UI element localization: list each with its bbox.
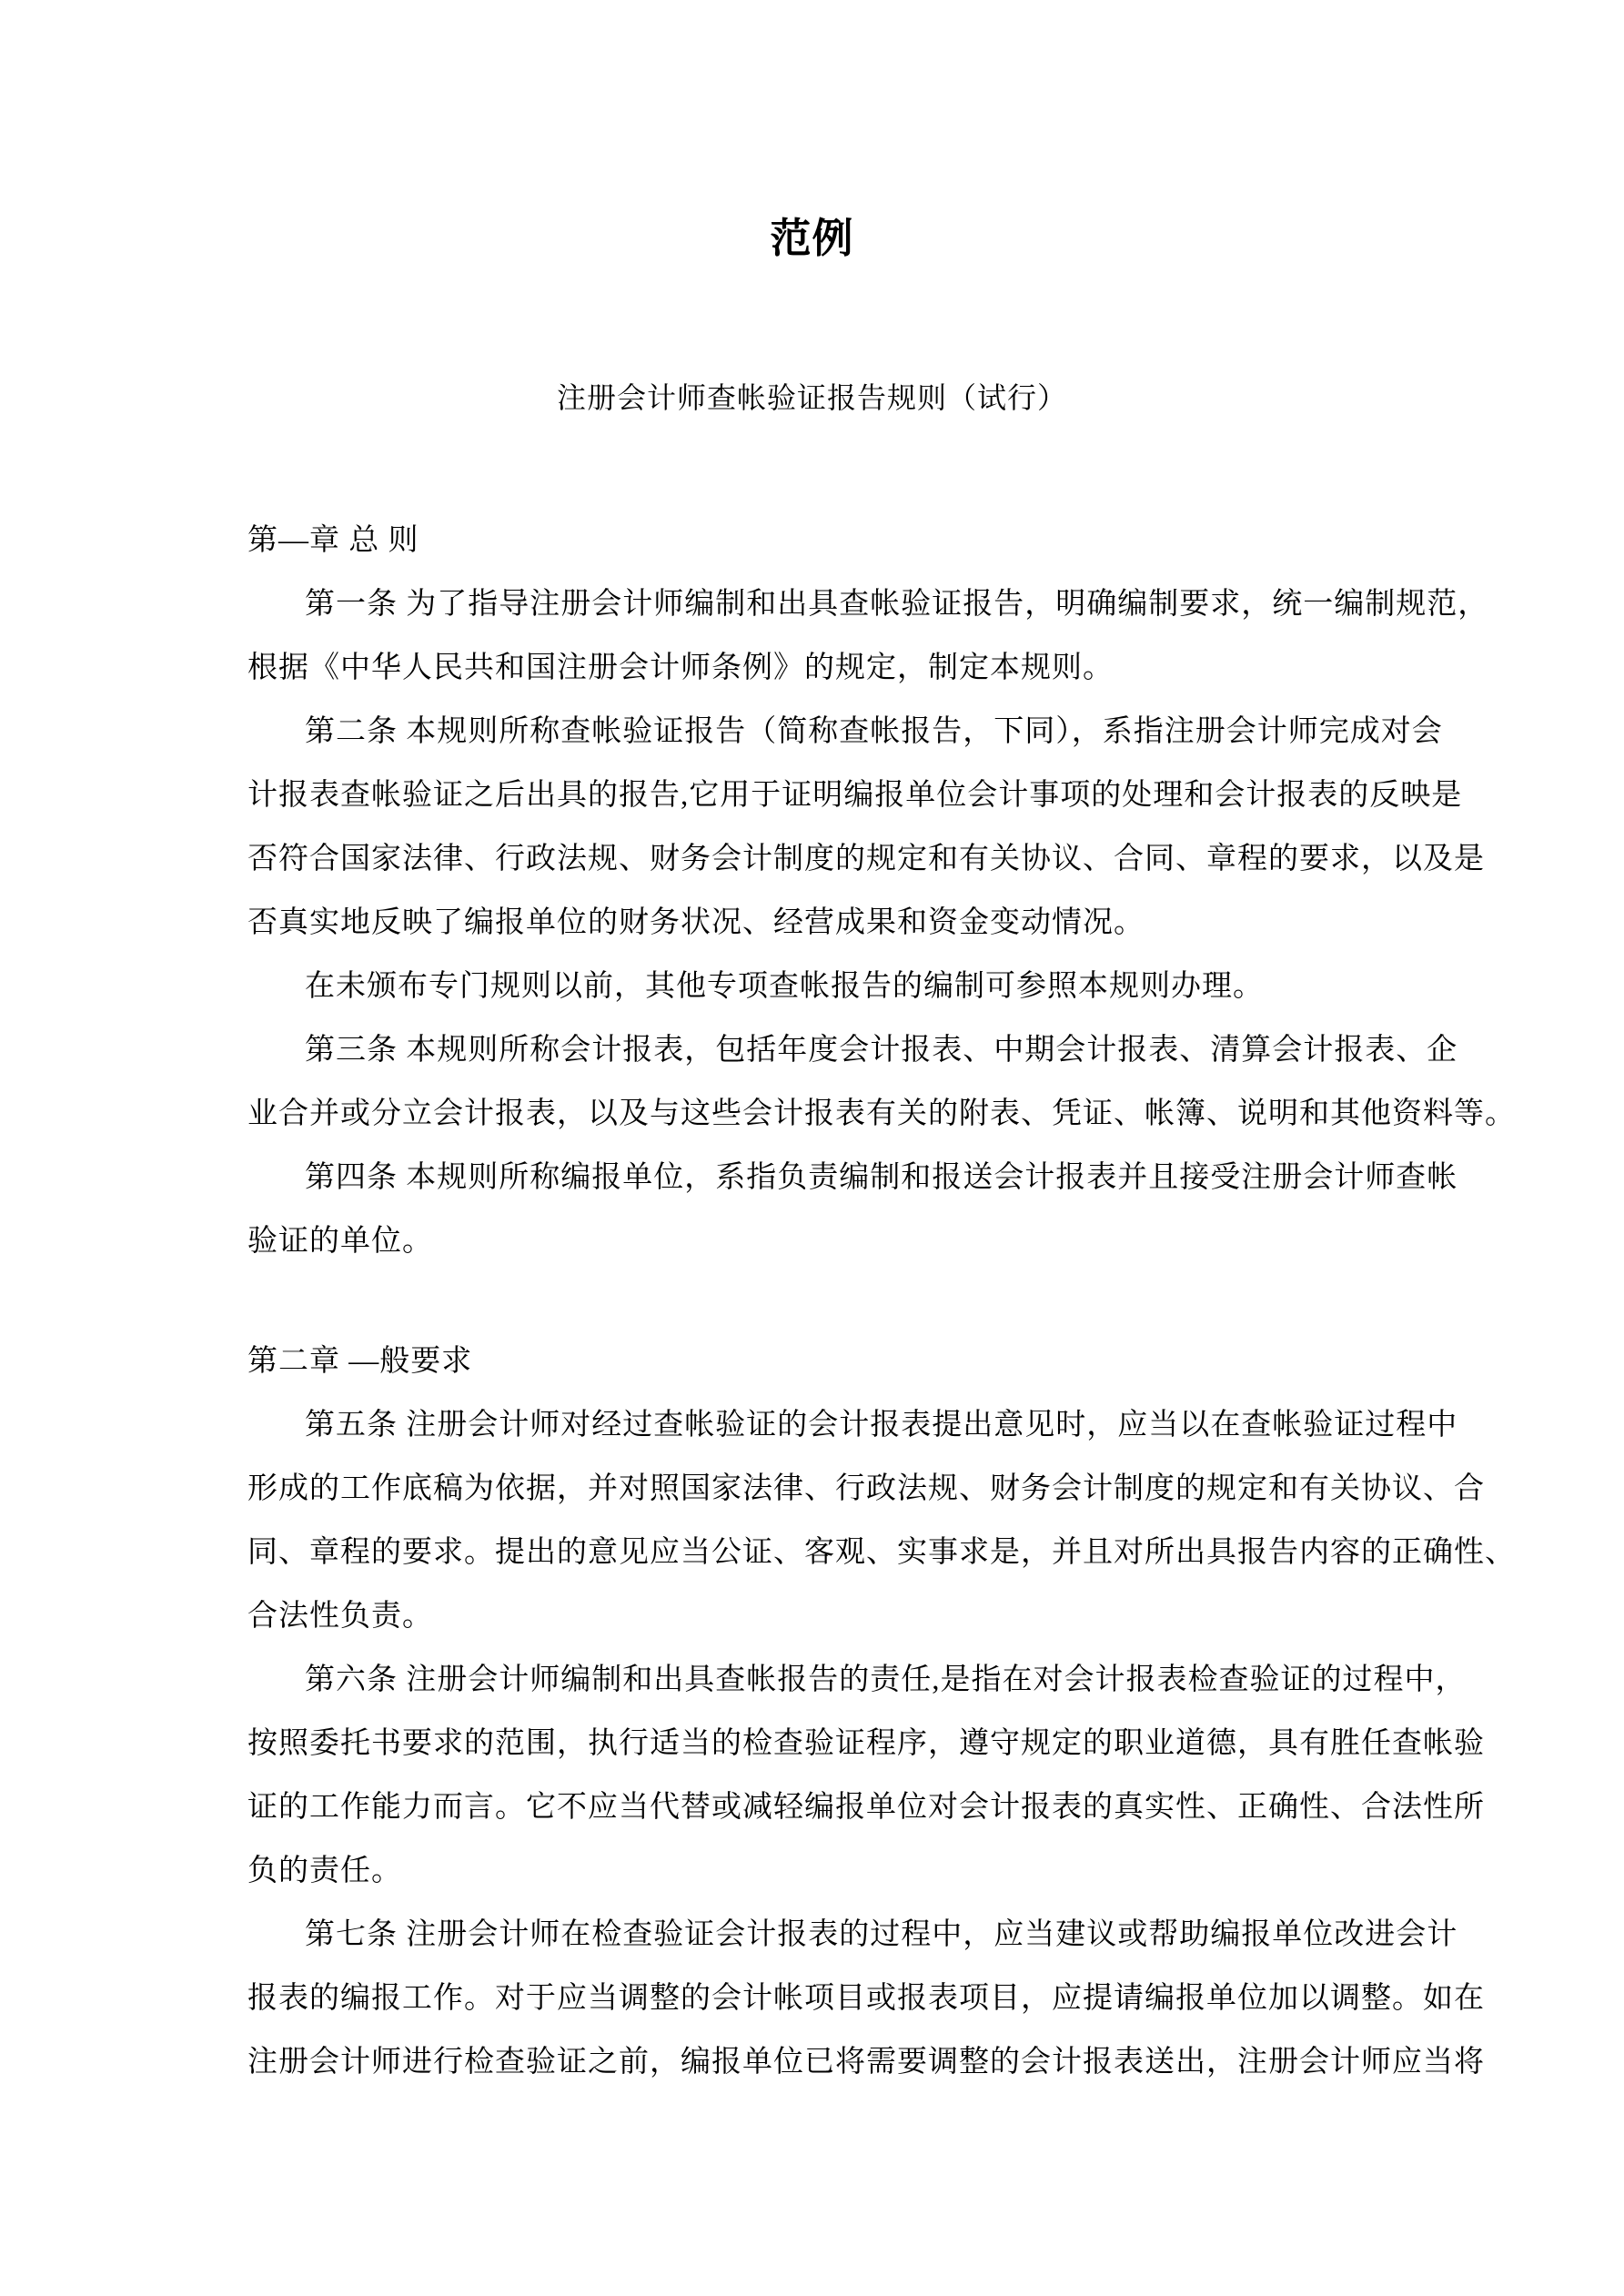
body-line: 第三条 本规则所称会计报表，包括年度会计报表、中期会计报表、清算会计报表、企 [305, 1034, 1458, 1067]
document-subtitle: 注册会计师查帐验证报告规则（试行） [556, 381, 1067, 414]
body-line: 第五条 注册会计师对经过查帐验证的会计报表提出意见时，应当以在查帐验证过程中 [305, 1409, 1458, 1441]
body-line: 第六条 注册会计师编制和出具查帐报告的责任,是指在对会计报表检查验证的过程中， [305, 1664, 1467, 1696]
body-line: 第二条 本规则所称查帐验证报告（简称查帐报告，下同），系指注册会计师完成对会 [305, 715, 1443, 748]
body-line: 同、章程的要求。提出的意见应当公证、客观、实事求是，并且对所出具报告内容的正确性、 [247, 1536, 1516, 1569]
body-line: 第七条 注册会计师在检查验证会计报表的过程中，应当建议或帮助编报单位改进会计 [305, 1918, 1458, 1951]
chapter-heading: 第—章 总 则 [247, 524, 419, 557]
body-line: 计报表查帐验证之后出具的报告,它用于证明编报单位会计事项的处理和会计报表的反映是 [247, 779, 1463, 812]
body-line: 负的责任。 [247, 1855, 402, 1887]
body-line: 报表的编报工作。对于应当调整的会计帐项目或报表项目，应提请编报单位加以调整。如在 [247, 1982, 1485, 2015]
chapter-heading: 第二章 —般要求 [247, 1345, 473, 1378]
body-line: 业合并或分立会计报表，以及与这些会计报表有关的附表、凭证、帐簿、说明和其他资料等。 [247, 1097, 1516, 1130]
body-line: 注册会计师进行检查验证之前，编报单位已将需要调整的会计报表送出，注册会计师应当将 [247, 2046, 1485, 2079]
body-line: 否符合国家法律、行政法规、财务会计制度的规定和有关协议、合同、章程的要求，以及是 [247, 843, 1485, 875]
body-line: 第一条 为了指导注册会计师编制和出具查帐验证报告，明确编制要求，统一编制规范， [305, 588, 1489, 621]
body-line: 根据《中华人民共和国注册会计师条例》的规定，制定本规则。 [247, 652, 1114, 684]
body-line: 第四条 本规则所称编报单位，系指负责编制和报送会计报表并且接受注册会计师查帐 [305, 1161, 1458, 1194]
body-line: 按照委托书要求的范围，执行适当的检查验证程序，遵守规定的职业道德，具有胜任查帐验 [247, 1727, 1485, 1760]
chapter-2 [0, 1330, 1624, 2094]
body-line: 证的工作能力而言。它不应当代替或减轻编报单位对会计报表的真实性、正确性、合法性所 [247, 1791, 1485, 1824]
body-line: 合法性负责。 [247, 1600, 433, 1633]
body-line: 形成的工作底稿为依据，并对照国家法律、行政法规、财务会计制度的规定和有关协议、合 [247, 1472, 1485, 1505]
body-line: 在未颁布专门规则以前，其他专项查帐报告的编制可参照本规则办理。 [305, 970, 1264, 1003]
body-line: 验证的单位。 [247, 1225, 433, 1258]
document-body [0, 509, 1624, 2094]
body-line: 否真实地反映了编报单位的财务状况、经营成果和资金变动情况。 [247, 906, 1145, 939]
document-title: 范例 [770, 216, 854, 261]
chapter-1 [0, 509, 1624, 1273]
